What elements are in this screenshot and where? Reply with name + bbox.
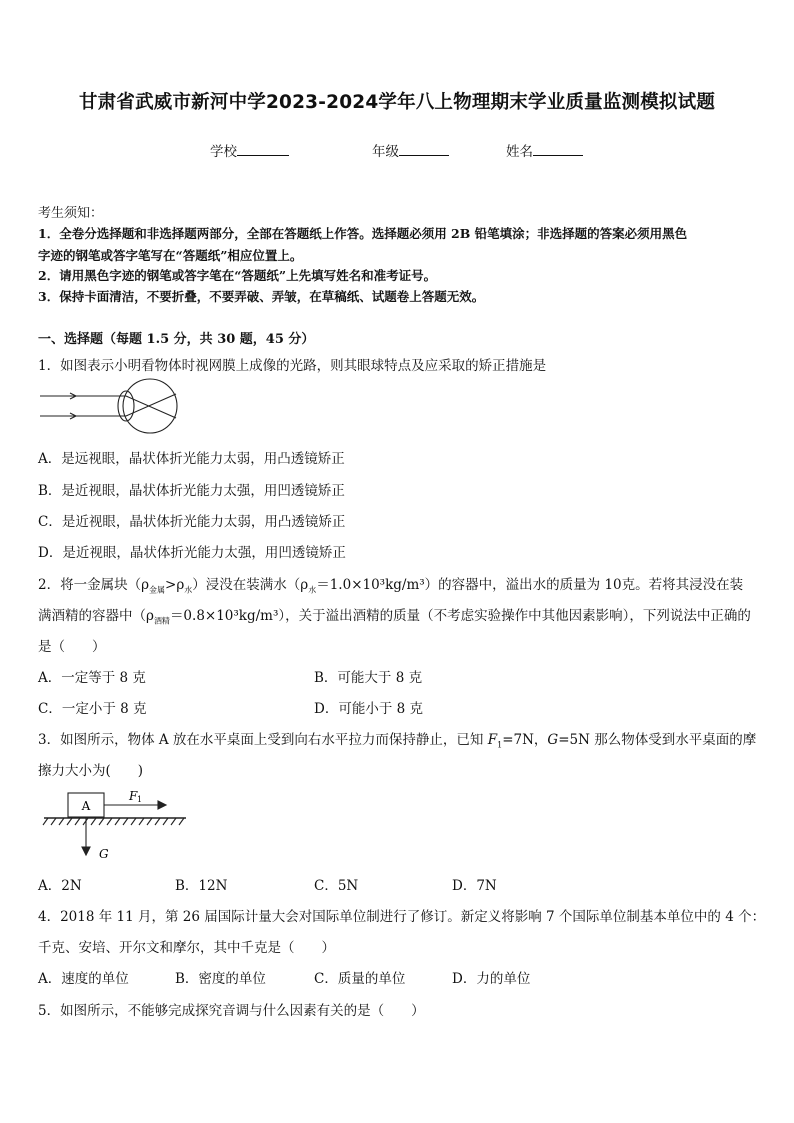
grade-blank[interactable]: [399, 141, 449, 156]
notice-item-1: 1．全卷分选择题和非选择题两部分，全部在答题纸上作答。选择题必须用 2B 铅笔填涂；非选择题的答案必须用黑色: [38, 226, 688, 241]
notice-heading: 考生须知：: [38, 206, 104, 221]
q3-option-b[interactable]: B．12N: [175, 878, 228, 894]
q3-option-a[interactable]: A．2N: [38, 878, 82, 894]
force-diagram: [40, 785, 190, 865]
name-blank[interactable]: [533, 141, 583, 156]
q3-option-d[interactable]: D．7N: [452, 878, 497, 894]
info-grade: [372, 140, 449, 160]
q3-stem-line2: 擦力大小为( ): [38, 763, 144, 779]
q2-stem-line1: 2．将一金属块$(\rho_{金属}>\rho_水)$浸没在装满水$(\rho_水=1.0\times 10^3kg/m^3)$的容器中，溢出水的质量为 10克。若将其浸没在装: [38, 577, 744, 595]
q4-stem-line1: 4．2018 年 11 月，第 26 届国际计量大会对国际单位制进行了修订。新定义将影响 7 个国际单位制基本单位中的 4 个：: [38, 909, 766, 925]
force-f1-arrowhead: [158, 801, 166, 809]
gravity-label: G: [99, 847, 109, 861]
grade-label: 年级: [372, 144, 399, 160]
q1-option-b[interactable]: B．是近视眼，晶状体折光能力太强，用凹透镜矫正: [38, 483, 345, 499]
q2-option-a[interactable]: A．一定等于 8 克: [38, 670, 146, 686]
table-hatching: [43, 818, 184, 825]
notice-item-3: 3．保持卡面清洁，不要折叠，不要弄破、弄皱，在草稿纸、试题卷上答题无效。: [38, 289, 485, 304]
q3-stem-line1: 3．如图所示，物体 A 放在水平桌面上受到向右水平拉力而保持静止，已知 $F_1=7N$，G=5N 那么物体受到水平桌面的摩: [38, 732, 757, 750]
school-label: 学校: [210, 144, 237, 160]
gravity-arrowhead: [82, 847, 90, 855]
q1-option-a[interactable]: A．是远视眼，晶状体折光能力太弱，用凸透镜矫正: [38, 451, 345, 467]
q4-stem-line2: 千克、安培、开尔文和摩尔，其中千克是（ ）: [38, 940, 335, 956]
force-label-sub: 1: [137, 795, 143, 804]
q2-option-d[interactable]: D．可能小于 8 克: [314, 701, 423, 717]
q2-stem-line3: 是（ ）: [38, 639, 106, 655]
eye-diagram: [40, 378, 180, 434]
notice-item-2: 2．请用黑色字迹的钢笔或答字笔在“答题纸”上先填写姓名和准考证号。: [38, 268, 437, 283]
notice-item-1-cont: 字迹的钢笔或答字笔写在“答题纸”相应位置上。: [38, 248, 303, 263]
page-title: 甘肃省武威市新河中学2023-2024学年八上物理期末学业质量监测模拟试题: [78, 92, 716, 113]
q2-option-b[interactable]: B．可能大于 8 克: [314, 670, 423, 686]
q5-stem: 5．如图所示，不能够完成探究音调与什么因素有关的是（ ）: [38, 1003, 425, 1019]
block-label: A: [81, 799, 91, 813]
info-school: [210, 140, 289, 160]
q4-option-a[interactable]: A．速度的单位: [38, 971, 129, 987]
q1-option-c[interactable]: C．是近视眼，晶状体折光能力太弱，用凸透镜矫正: [38, 514, 346, 530]
q1-option-d[interactable]: D．是近视眼，晶状体折光能力太强，用凹透镜矫正: [38, 545, 346, 561]
info-name: [506, 140, 583, 160]
force-label: F: [129, 789, 138, 803]
q3-option-c[interactable]: C．5N: [314, 878, 359, 894]
q4-option-b[interactable]: B．密度的单位: [175, 971, 266, 987]
q1-stem: 1．如图表示小明看物体时视网膜上成像的光路，则其眼球特点及应采取的矫正措施是: [38, 358, 547, 374]
q4-option-c[interactable]: C．质量的单位: [314, 971, 406, 987]
q4-option-d[interactable]: D．力的单位: [452, 971, 531, 987]
section-heading: 一、选择题（每题 1.5 分，共 30 题，45 分）: [38, 332, 315, 347]
name-label: 姓名: [506, 144, 533, 160]
school-blank[interactable]: [237, 141, 289, 156]
q2-option-c[interactable]: C．一定小于 8 克: [38, 701, 147, 717]
q2-stem-line2: 满酒精的容器中$(\rho_{酒精}=0.8\times 10^3kg/m^3)$，关于溢出酒精的质量（不考虑实验操作中其他因素影响），下列说法中正确的: [38, 608, 751, 626]
